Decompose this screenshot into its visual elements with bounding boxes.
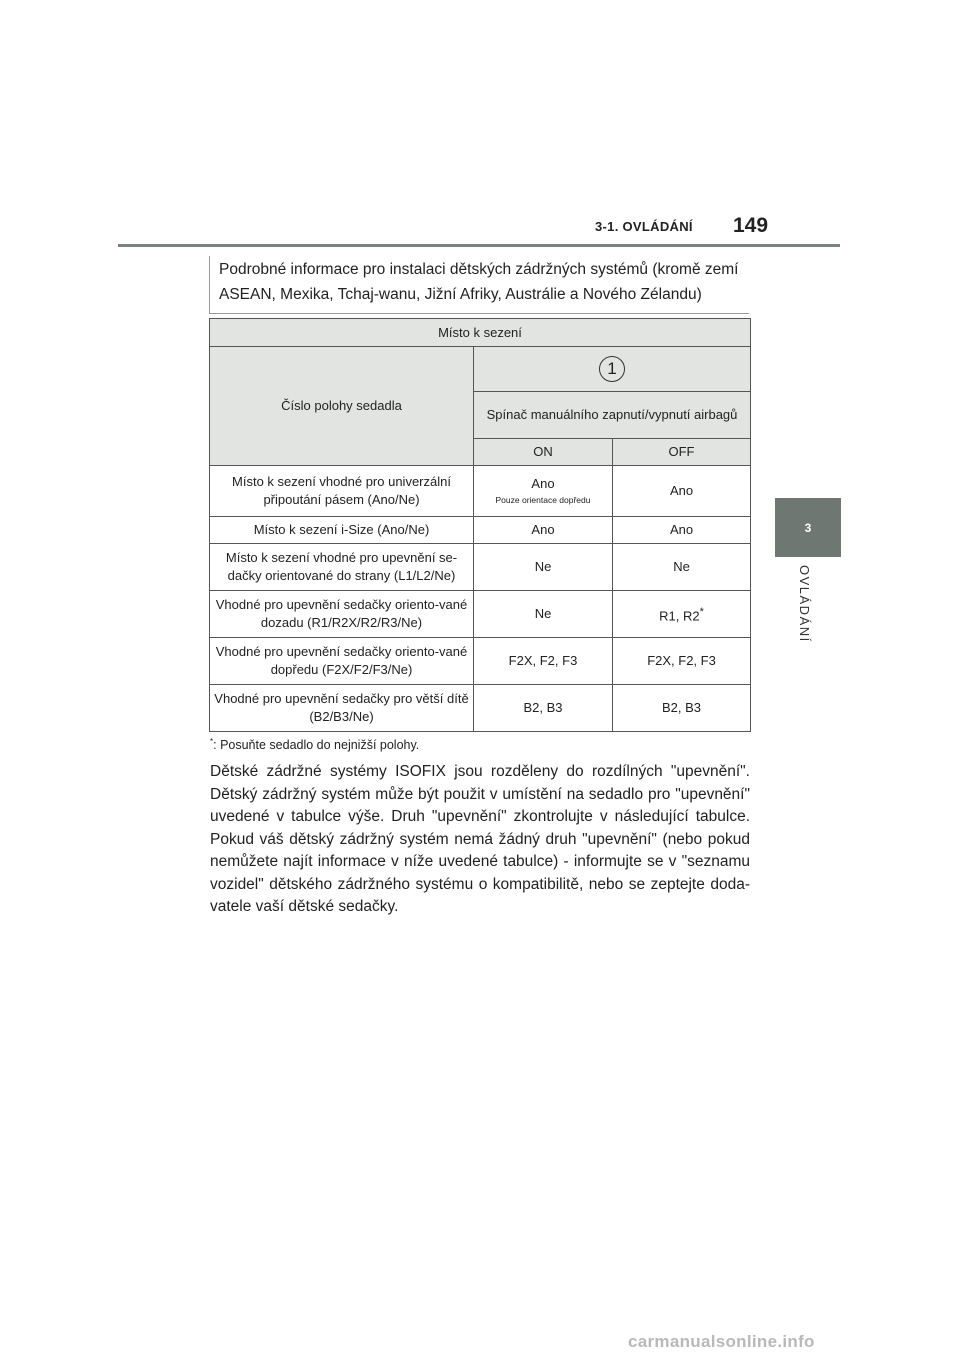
- row-on-value: Ano: [531, 476, 555, 491]
- table-row: [210, 466, 751, 517]
- row-label: Místo k sezení vhodné pro upevnění se-dačky orientované do strany (L1/L2/Ne): [210, 544, 474, 591]
- off-label: OFF: [613, 439, 751, 466]
- position-cell: [474, 347, 751, 392]
- intro-box: Podrobné informace pro instalaci dětských zádržných systémů (kromě zemí ASEAN, Mexika, Tchaj-wanu, Jižní Afriky, Austrálie a Nového Zélandu): [209, 256, 749, 314]
- table-row: [210, 685, 751, 732]
- table-row: [210, 517, 751, 544]
- table-row: [210, 591, 751, 638]
- row-on-note: Pouze orientace dopředu: [495, 495, 591, 505]
- footnote-mark: *: [210, 737, 214, 746]
- chapter-tab: 3: [775, 498, 841, 557]
- row-label: Místo k sezení i-Size (Ano/Ne): [210, 517, 474, 544]
- row-off-value: B2, B3: [613, 685, 751, 732]
- seat-header: Místo k sezení: [210, 319, 751, 347]
- chapter-label: OVLÁDÁNÍ: [797, 565, 812, 643]
- footnote: [210, 737, 419, 752]
- row-label: Vhodné pro upevnění sedačky oriento-vané dopředu (F2X/F2/F3/Ne): [210, 638, 474, 685]
- row-off-value: Ano: [613, 466, 751, 517]
- row-label: Vhodné pro upevnění sedačky oriento-vané dozadu (R1/R2X/R2/R3/Ne): [210, 591, 474, 638]
- footnote-text: : Posuňte sedadlo do nejnižší polohy.: [213, 738, 420, 753]
- row-on-value: F2X, F2, F3: [474, 638, 613, 685]
- on-label: ON: [474, 439, 613, 466]
- table-row: [210, 638, 751, 685]
- row-off-cell: [613, 591, 751, 638]
- position-number-badge: 1: [599, 356, 625, 382]
- row-label: Vhodné pro upevnění sedačky pro větší dítě (B2/B3/Ne): [210, 685, 474, 732]
- row-off-value: Ne: [613, 544, 751, 591]
- row-on-value: Ne: [474, 591, 613, 638]
- row-off-value: Ano: [613, 517, 751, 544]
- position-label: Číslo polohy sedadla: [210, 347, 474, 466]
- seat-table: [209, 318, 751, 732]
- body-text: [210, 761, 750, 919]
- row-label: Místo k sezení vhodné pro univerzální připoutání pásem (Ano/Ne): [210, 466, 474, 517]
- row-on-value: Ne: [474, 544, 613, 591]
- row-off-value: F2X, F2, F3: [613, 638, 751, 685]
- watermark: carmanualsonline.info: [628, 1332, 815, 1351]
- footnote-marker: *: [699, 605, 704, 618]
- row-off-value: R1, R2: [659, 608, 700, 624]
- section-title: 3-1. OVLÁDÁNÍ: [595, 219, 693, 234]
- table-row: [210, 544, 751, 591]
- body-paragraph: Dětské zádržné systémy ISOFIX jsou rozděleny do rozdílných "upevnění". Dětský zádržný systém může být použit v umístění na sedadlo pro "upevnění" uvedené v tabulce výše. Druh "upevnění" zkontrolujte v následující tabulce. Pokud váš dětský zádržný systém nemá žádný druh "upevnění" (nebo pokud nemůžete najít informace v níže uvedené tabulce) - informujte se v "seznamu vozidel" dětského zádržného systému o kompatibilitě, nebo se zeptejte doda-vatele vaší dětské sedačky.: [210, 763, 750, 915]
- page-number: 149: [733, 214, 769, 237]
- switch-label: Spínač manuálního zapnutí/vypnutí airbagů: [474, 392, 751, 439]
- row-on-cell: [474, 466, 613, 517]
- row-on-value: B2, B3: [474, 685, 613, 732]
- row-on-value: Ano: [474, 517, 613, 544]
- header-divider: [118, 244, 840, 247]
